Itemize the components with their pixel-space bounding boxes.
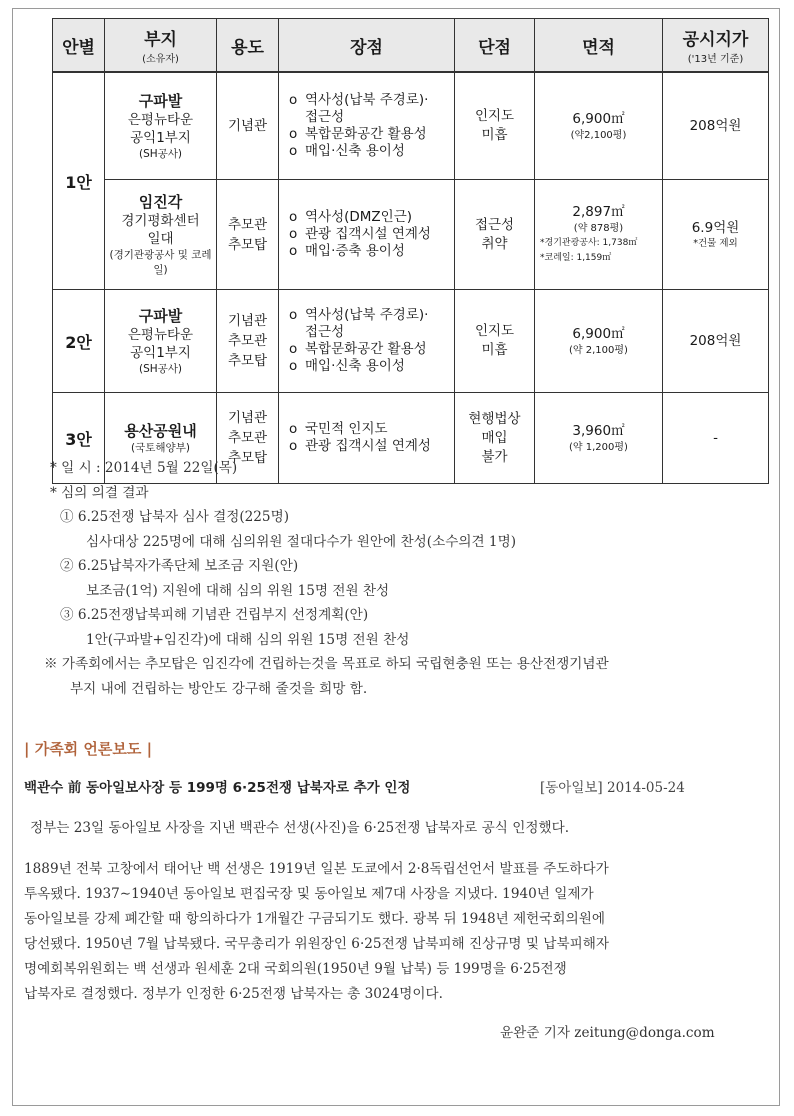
header-site-sub: (소유자)	[142, 54, 179, 65]
header-site	[105, 19, 217, 73]
site-cell	[105, 290, 217, 393]
merit-item: o 역사성(납북 주경로)·	[289, 92, 429, 108]
use-line: 기념관	[227, 313, 268, 329]
news-body-line: 명예회복위원회는 백 선생과 원세훈 2대 국회의원(1950년 9월 납북) 등 199명을 6·25전쟁	[24, 960, 567, 977]
header-price-sub: ('13년 기준)	[687, 54, 744, 65]
merit-item: o 관광 집객시설 연계성	[289, 438, 431, 454]
press-section-title: | 가족회 언론보도 |	[24, 740, 153, 758]
note-item: ③ 6.25전쟁납북피해 기념관 건립부지 선정계획(안)	[60, 607, 369, 623]
header-merits: 장점	[279, 19, 455, 73]
price-cell	[663, 290, 769, 393]
site-line: 은평뉴타운	[127, 112, 194, 128]
site-owner: (SH공사)	[138, 363, 183, 375]
meeting-notes	[44, 456, 780, 701]
weakness-cell	[455, 72, 535, 180]
site-line: 공익1부지	[130, 130, 191, 146]
weakness-line: 취약	[481, 235, 508, 252]
merit-item: o 관광 집객시설 연계성	[289, 226, 431, 242]
header-use: 용도	[217, 19, 279, 73]
area-cell	[535, 72, 663, 180]
site-line: 은평뉴타운	[127, 327, 194, 343]
weakness-line: 접근성	[474, 216, 515, 233]
site-owner: (SH공사)	[138, 148, 183, 160]
site-cell	[105, 72, 217, 180]
price-note: *건물 제외	[693, 237, 738, 249]
area-main: 6,900㎡	[572, 110, 625, 127]
weakness-line: 불가	[481, 448, 508, 465]
table-row	[53, 290, 769, 393]
site-line: 경기평화센터	[121, 213, 200, 229]
use-line: 추모탑	[227, 353, 268, 369]
header-area: 면적	[535, 19, 663, 73]
area-main: 6,900㎡	[572, 325, 625, 342]
header-weakness: 단점	[455, 19, 535, 73]
use-line: 추모탑	[227, 236, 268, 253]
area-main: 3,960㎡	[572, 422, 625, 439]
merits-cell	[279, 180, 455, 290]
merit-item: o 매입·증축 용이성	[289, 243, 405, 259]
area-note: *경기관광공사: 1,738㎡	[540, 238, 638, 248]
header-site-label: 부지	[144, 30, 177, 50]
area-note: *코레일: 1,159㎡	[540, 253, 612, 263]
merit-item: o 매입·신축 용이성	[289, 358, 405, 374]
merit-item: 접근성	[305, 324, 345, 340]
table-header-row	[53, 19, 769, 73]
merits-cell	[279, 290, 455, 393]
plan-cell: 3안	[53, 393, 105, 484]
note-item: ① 6.25전쟁 납북자 심사 결정(225명)	[60, 509, 290, 525]
news-body-line: 납북자로 결정했다. 정부가 인정한 6·25전쟁 납북자는 총 3024명이다.	[24, 985, 443, 1002]
merit-item: o 역사성(납북 주경로)·	[289, 307, 429, 323]
news-headline-row	[24, 776, 774, 796]
site-name: 구파발	[138, 92, 183, 110]
merit-item: 접근성	[305, 109, 345, 125]
note-remark-cont: 부지 내에 건립하는 방안도 강구해 줄것을 희망 함.	[70, 680, 368, 697]
area-sub: (약 2,100평)	[569, 344, 628, 356]
table-row	[53, 72, 769, 180]
note-detail: 보조금(1억) 지원에 대해 심의 위원 15명 전원 찬성	[86, 582, 390, 599]
note-result-heading: * 심의 의결 결과	[50, 484, 149, 501]
site-selection-table	[52, 18, 769, 484]
price-main: -	[713, 430, 718, 446]
use-line: 기념관	[227, 118, 268, 134]
site-cell	[105, 180, 217, 290]
news-body-line: 투옥됐다. 1937∼1940년 동아일보 편집국장 및 동아일보 제7대 사장을 지냈다. 1940년 일제가	[24, 885, 594, 902]
area-main: 2,897㎡	[572, 204, 625, 220]
use-line: 기념관	[227, 410, 268, 426]
news-body-line: 동아일보를 강제 폐간할 때 항의하다가 1개월간 구금되기도 했다. 광복 뒤 1948년 제헌국회의원에	[24, 910, 605, 927]
merit-item: o 역사성(DMZ인근)	[289, 209, 413, 225]
area-cell	[535, 290, 663, 393]
price-cell	[663, 72, 769, 180]
news-body-line: 당선됐다. 1950년 7월 납북됐다. 국무총리가 위원장인 6·25전쟁 납북피해 진상규명 및 납북피해자	[24, 935, 609, 952]
weakness-line: 미흡	[481, 127, 508, 143]
note-detail: 심사대상 225명에 대해 심의위원 절대다수가 원안에 찬성(소수의견 1명)	[86, 533, 516, 550]
use-cell	[217, 180, 279, 290]
site-owner: (경기관광공사 및 코레일)	[109, 249, 212, 276]
use-line: 추모탑	[227, 450, 268, 466]
use-line: 추모관	[227, 333, 268, 349]
weakness-line: 인지도	[474, 108, 515, 124]
site-owner: (국토해양부)	[131, 442, 190, 454]
area-sub: (약2,100평)	[570, 129, 627, 141]
price-main: 208억원	[689, 333, 742, 349]
weakness-line: 미흡	[481, 342, 508, 358]
site-line: 공익1부지	[130, 345, 191, 361]
header-price	[663, 19, 769, 73]
table-row	[53, 180, 769, 290]
use-cell	[217, 290, 279, 393]
weakness-line: 현행법상	[468, 410, 521, 427]
header-plan: 안별	[53, 19, 105, 73]
weakness-cell	[455, 290, 535, 393]
merit-item: o 국민적 인지도	[289, 421, 388, 437]
merit-item: o 복합문화공간 활용성	[289, 126, 427, 142]
use-cell	[217, 72, 279, 180]
use-line: 추모관	[227, 430, 268, 446]
note-item: ② 6.25납북자가족단체 보조금 지원(안)	[60, 558, 299, 574]
merit-item: o 복합문화공간 활용성	[289, 341, 427, 357]
news-headline: 백관수 前 동아일보사장 등 199명 6·25전쟁 납북자로 추가 인정	[24, 780, 411, 796]
site-line: 일대	[147, 231, 174, 247]
plan-cell: 1안	[53, 72, 105, 290]
news-body	[24, 857, 774, 1006]
use-line: 추모관	[227, 216, 268, 233]
note-remark: ※ 가족회에서는 추모탑은 임진각에 건립하는것을 목표로 하되 국립현충원 또는 용산전쟁기념관	[44, 656, 609, 672]
area-sub: (약 878평)	[573, 223, 624, 234]
note-date: * 일 시 : 2014년 5월 22일(목)	[50, 460, 238, 476]
merit-item: o 매입·신축 용이성	[289, 143, 405, 159]
merits-cell	[279, 72, 455, 180]
price-main: 208억원	[689, 118, 742, 134]
area-cell	[535, 180, 663, 290]
news-body-line: 1889년 전북 고창에서 태어난 백 선생은 1919년 일본 도쿄에서 2·8독립선언서 발표를 주도하다가	[24, 861, 609, 877]
price-cell	[663, 180, 769, 290]
site-name: 용산공원내	[124, 422, 197, 440]
price-main: 6.9억원	[691, 219, 740, 236]
header-price-label: 공시지가	[682, 30, 749, 50]
note-detail: 1안(구파발+임진각)에 대해 심의 위원 15명 전원 찬성	[86, 631, 410, 648]
site-name: 임진각	[138, 193, 183, 211]
weakness-line: 매입	[481, 429, 508, 446]
weakness-cell	[455, 180, 535, 290]
area-sub: (약 1,200평)	[569, 441, 628, 453]
news-lead: 정부는 23일 동아일보 사장을 지낸 백관수 선생(사진)을 6·25전쟁 납북자로 공식 인정했다.	[30, 820, 570, 836]
weakness-line: 인지도	[474, 323, 515, 339]
site-name: 구파발	[138, 307, 183, 325]
news-source: [동아일보] 2014-05-24	[540, 780, 685, 796]
plan-cell: 2안	[53, 290, 105, 393]
site-selection-table-container	[52, 18, 768, 484]
news-byline: 윤완준 기자 zeitung@donga.com	[500, 1025, 715, 1041]
